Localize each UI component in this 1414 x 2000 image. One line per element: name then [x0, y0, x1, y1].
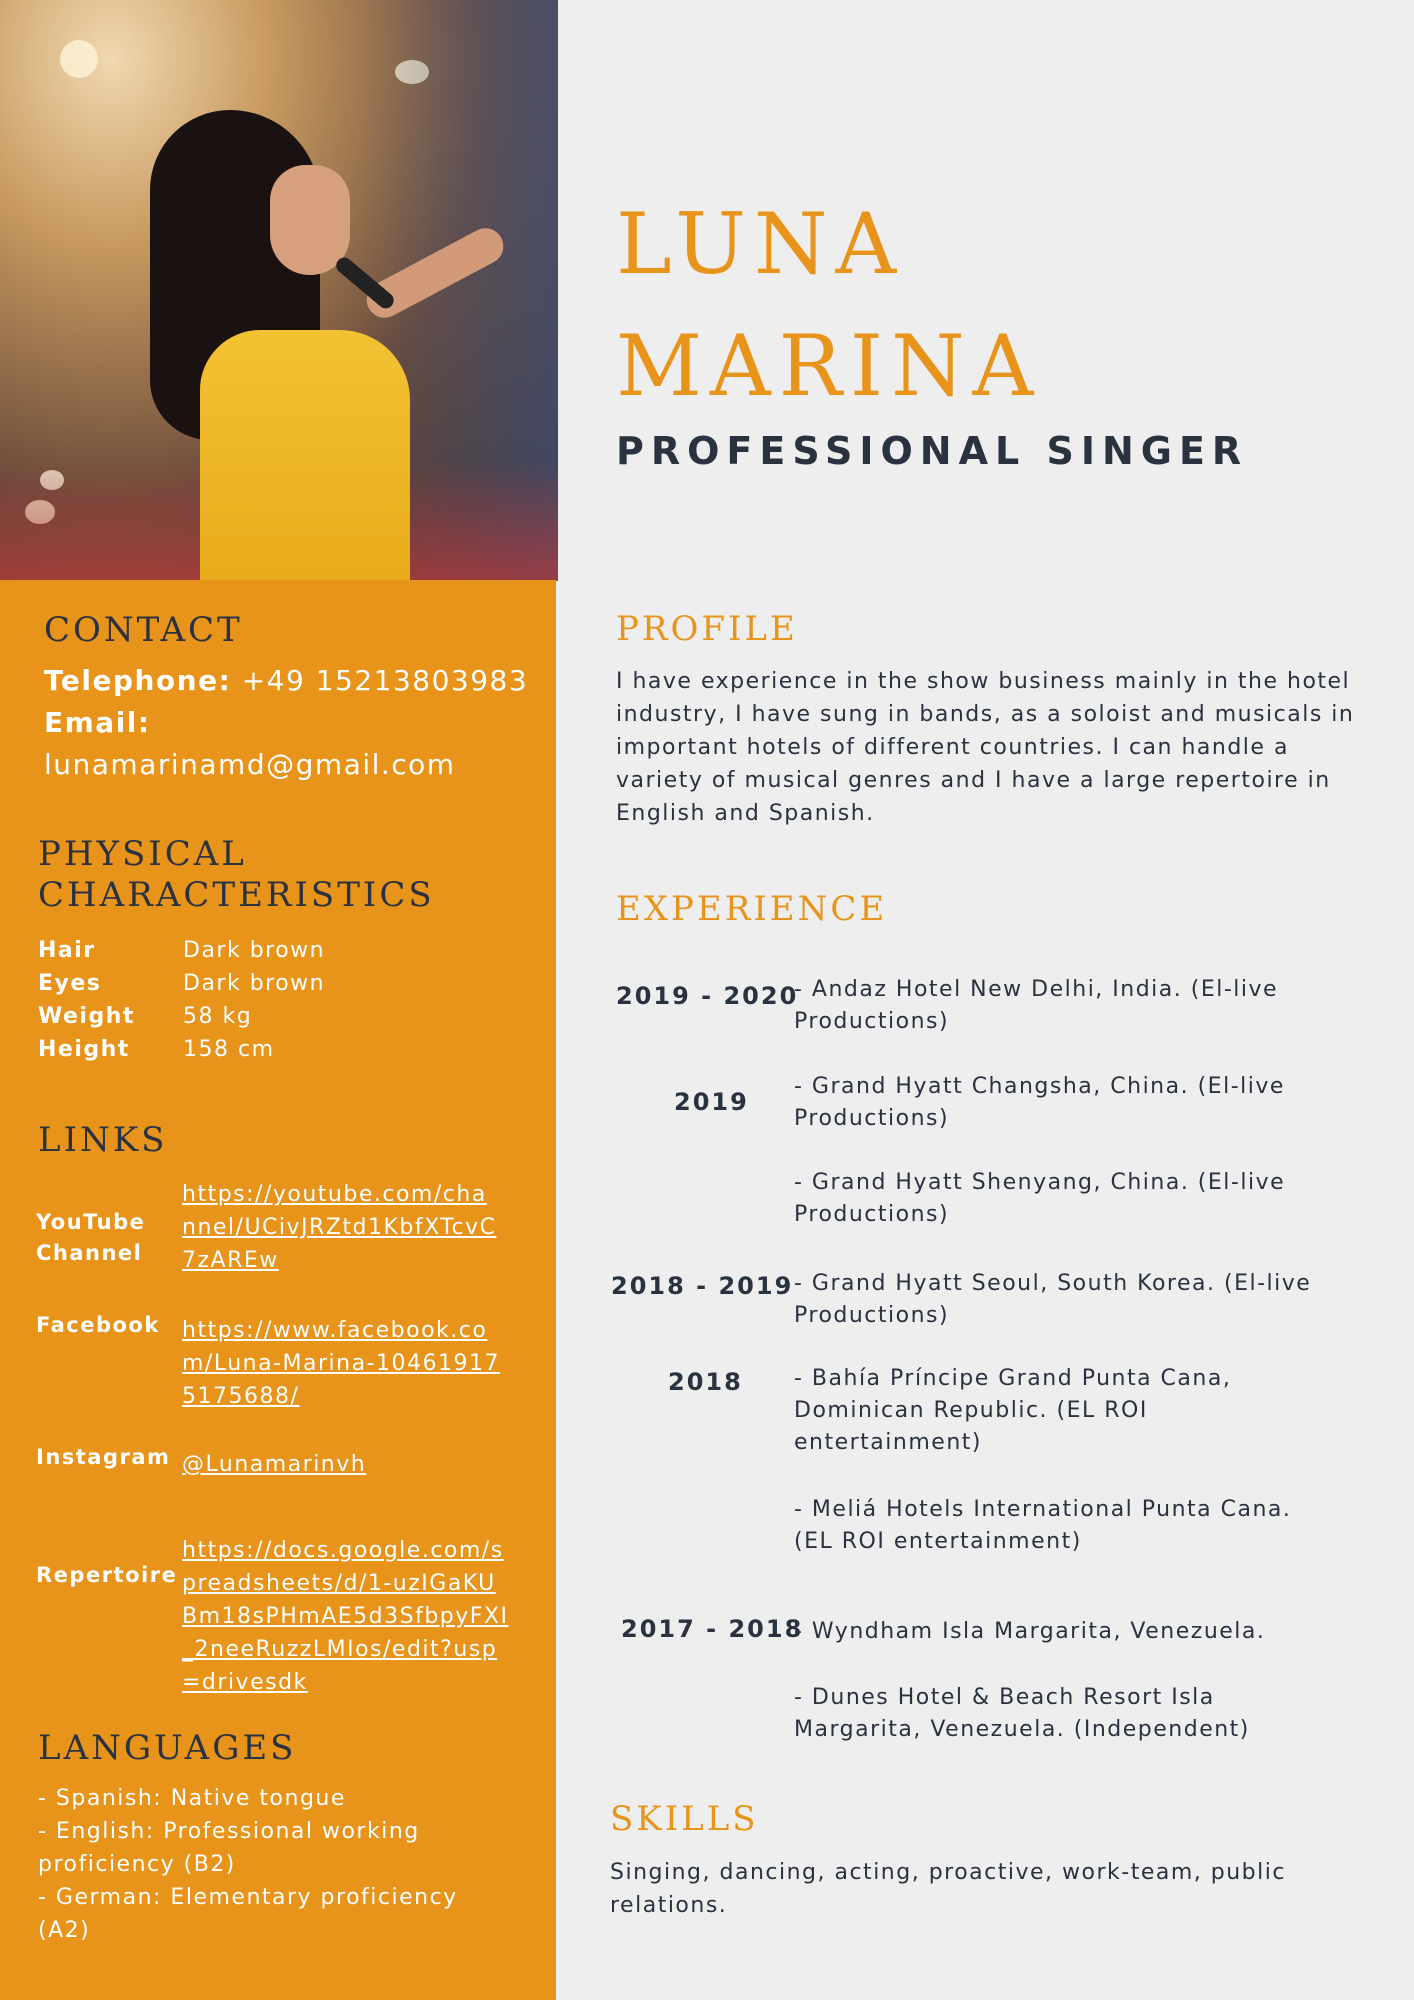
physical-key: Height	[38, 1037, 130, 1062]
youtube-label-line2: Channel	[36, 1241, 143, 1265]
experience-item: - Bahía Príncipe Grand Punta Cana, Dominican Republic. (EL ROI entertainment)	[794, 1366, 1232, 1455]
name-last: MARINA	[616, 317, 1042, 415]
physical-row	[38, 971, 325, 1004]
email-value[interactable]: lunamarinamd@gmail.com	[44, 748, 456, 781]
profile-heading: PROFILE	[616, 609, 798, 649]
links-heading: LINKS	[38, 1120, 168, 1160]
telephone-value[interactable]: +49 15213803983	[241, 664, 529, 697]
email-label: Email:	[44, 706, 151, 739]
experience-item: - Grand Hyatt Seoul, South Korea. (El-live Productions)	[794, 1271, 1312, 1328]
physical-row	[38, 938, 325, 971]
experience-year: 2017 - 2018	[621, 1615, 804, 1643]
experience-item: - Andaz Hotel New Delhi, India. (El-live Productions)	[794, 977, 1279, 1034]
language-item: - English: Professional working proficiency (B2)	[38, 1819, 420, 1877]
experience-year: 2019 - 2020	[616, 982, 799, 1010]
experience-item: - Wyndham Isla Margarita, Venezuela.	[794, 1619, 1266, 1644]
physical-table	[38, 938, 325, 1070]
experience-item: - Grand Hyatt Shenyang, China. (El-live Productions)	[794, 1170, 1286, 1227]
youtube-label	[36, 1207, 145, 1269]
physical-row	[38, 1037, 325, 1070]
profile-text: I have experience in the show business mainly in the hotel industry, I have sung in bands, as a soloist and musicals in important hotels of different countries. I can handle a variety of musical genres and I have a large repertoire in English and Spanish.	[616, 669, 1355, 826]
physical-row	[38, 1004, 325, 1037]
skills-text: Singing, dancing, acting, proactive, work-team, public relations.	[610, 1860, 1286, 1918]
skills-heading: SKILLS	[610, 1799, 759, 1839]
experience-year: 2018	[668, 1368, 743, 1396]
physical-value: 158 cm	[183, 1037, 275, 1062]
experience-year: 2019	[674, 1088, 749, 1116]
physical-heading-line1: PHYSICAL	[38, 834, 247, 874]
profile-photo	[0, 0, 558, 581]
experience-item: - Grand Hyatt Changsha, China. (El-live Productions)	[794, 1074, 1285, 1131]
telephone-label: Telephone:	[44, 664, 232, 697]
name-first: LUNA	[616, 195, 905, 293]
contact-block	[44, 660, 544, 786]
instagram-link[interactable]: @Lunamarinvh	[182, 1452, 367, 1477]
youtube-label-line1: YouTube	[36, 1210, 146, 1234]
experience-heading: EXPERIENCE	[616, 889, 888, 929]
physical-value: Dark brown	[183, 938, 326, 963]
facebook-link[interactable]: https://www.facebook.com/Luna-Marina-104619175175688/	[182, 1318, 500, 1409]
repertoire-label: Repertoire	[36, 1563, 178, 1587]
job-title: PROFESSIONAL SINGER	[616, 429, 1249, 473]
physical-key: Hair	[38, 938, 96, 963]
contact-heading: CONTACT	[44, 610, 243, 650]
instagram-label: Instagram	[36, 1445, 171, 1469]
physical-key: Eyes	[38, 971, 102, 996]
language-item: - Spanish: Native tongue	[38, 1786, 346, 1811]
physical-heading-line2: CHARACTERISTICS	[38, 874, 435, 915]
facebook-label: Facebook	[36, 1313, 160, 1337]
experience-year: 2018 - 2019	[611, 1272, 794, 1300]
languages-heading: LANGUAGES	[38, 1728, 297, 1768]
repertoire-link[interactable]: https://docs.google.com/spreadsheets/d/1-uzIGaKUBm18sPHmAE5d3SfbpyFXI_2neeRuzzLMIos/edit?usp=drivesdk	[182, 1538, 509, 1695]
experience-item: - Meliá Hotels International Punta Cana. (EL ROI entertainment)	[794, 1497, 1292, 1554]
physical-value: Dark brown	[183, 971, 326, 996]
experience-item: - Dunes Hotel & Beach Resort Isla Margarita, Venezuela. (Independent)	[794, 1685, 1250, 1742]
physical-heading	[38, 834, 435, 916]
language-item: - German: Elementary proficiency (A2)	[38, 1885, 458, 1943]
physical-key: Weight	[38, 1004, 135, 1029]
physical-value: 58 kg	[183, 1004, 253, 1029]
languages-list	[38, 1782, 508, 1947]
youtube-link[interactable]: https://youtube.com/channel/UCivJRZtd1KbfXTcvC7zAREw	[182, 1182, 497, 1273]
